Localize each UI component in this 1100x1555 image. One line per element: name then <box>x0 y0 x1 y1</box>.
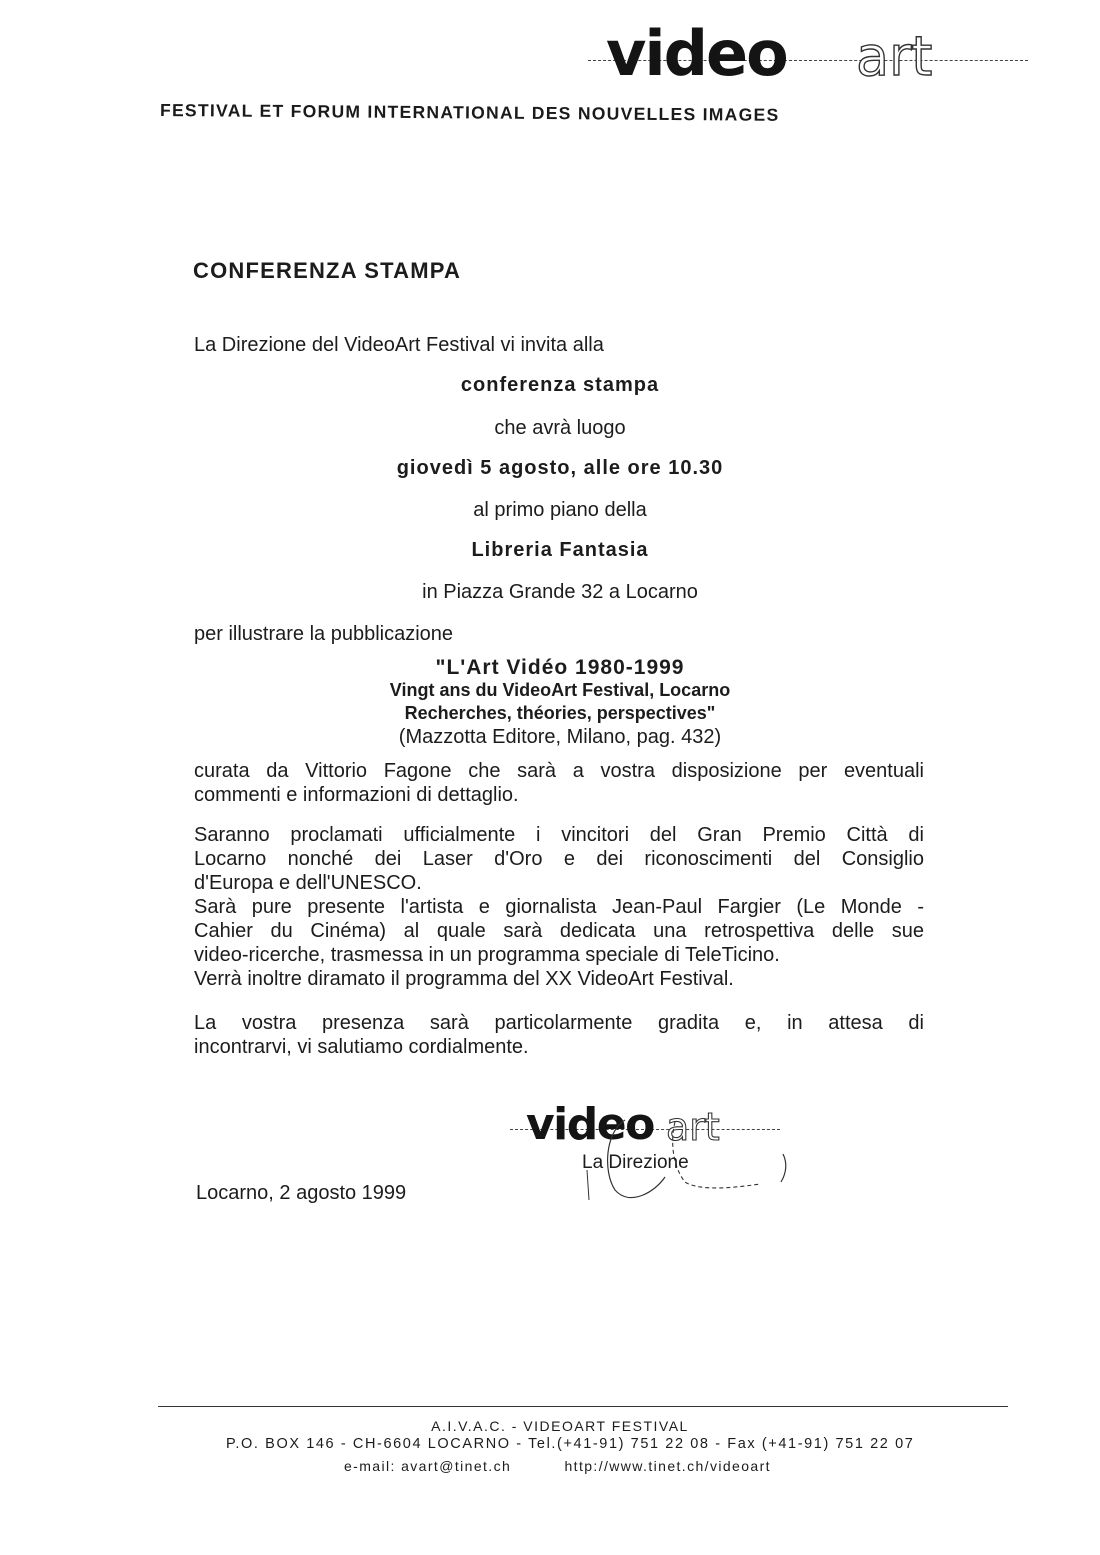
paragraph-line: Sarà pure presente l'artista e giornalista Jean-Paul Fargier (Le Monde - <box>194 896 924 918</box>
paragraph-line: d'Europa e dell'UNESCO. <box>194 872 422 894</box>
publication-publisher: (Mazzotta Editore, Milano, pag. 432) <box>398 726 722 748</box>
signatory-name: La Direzione <box>582 1152 689 1173</box>
paragraph-line: video-ricerche, trasmessa in un programma speciale di TeleTicino. <box>194 944 780 966</box>
event-name: conferenza stampa <box>460 374 660 396</box>
footer-contacts <box>344 1458 771 1474</box>
publication-title: "L'Art Vidéo 1980-1999 <box>435 656 685 679</box>
publication-subtitle-2: Recherches, théories, perspectives" <box>404 703 716 723</box>
intro-text: La Direzione del VideoArt Festival vi invita alla <box>194 334 604 356</box>
videoart-logo <box>588 18 1028 90</box>
logo-art-text: art <box>856 25 933 88</box>
logo-video-text: video <box>606 17 787 90</box>
footer-divider <box>158 1406 1008 1407</box>
paragraph-line: Saranno proclamati ufficialmente i vincitori del Gran Premio Città di <box>194 824 924 846</box>
event-floor: al primo piano della <box>473 499 647 521</box>
document-heading: CONFERENZA STAMPA <box>193 258 462 283</box>
curator-paragraph <box>194 759 924 807</box>
logo-art-text: art <box>666 1105 720 1149</box>
event-address: in Piazza Grande 32 a Locarno <box>422 581 698 603</box>
event-date-time: giovedì 5 agosto, alle ore 10.30 <box>396 457 724 479</box>
paragraph-line: Cahier du Cinéma) al quale sarà dedicata una retrospettiva delle sue <box>194 920 924 942</box>
footer-website[interactable]: http://www.tinet.ch/videoart <box>564 1458 771 1474</box>
paragraph-line: Locarno nonché dei Laser d'Oro e dei riconoscimenti del Consiglio <box>194 848 924 870</box>
logo-video-text: video <box>526 1099 654 1150</box>
paragraph-line: incontrarvi, vi salutiamo cordialmente. <box>194 1036 529 1058</box>
purpose-text: per illustrare la pubblicazione <box>194 623 454 645</box>
place-date: Locarno, 2 agosto 1999 <box>196 1182 407 1204</box>
closing-paragraph <box>194 1011 924 1059</box>
footer-organization: A.I.V.A.C. - VIDEOART FESTIVAL <box>431 1418 689 1434</box>
footer-email[interactable]: e-mail: avart@tinet.ch <box>344 1458 512 1474</box>
paragraph-line: curata da Vittorio Fagone che sarà a vostra disposizione per eventuali <box>194 760 924 782</box>
publication-subtitle: Vingt ans du VideoArt Festival, Locarno <box>389 680 731 700</box>
event-venue: Libreria Fantasia <box>471 539 649 561</box>
event-luogo: che avrà luogo <box>494 417 626 439</box>
paragraph-line: commenti e informazioni di dettaglio. <box>194 784 519 806</box>
festival-tagline: FESTIVAL ET FORUM INTERNATIONAL DES NOUVELLES IMAGES <box>159 100 780 125</box>
paragraph-line: Verrà inoltre diramato il programma del XX VideoArt Festival. <box>194 968 734 990</box>
paragraph-line: La vostra presenza sarà particolarmente gradita e, in attesa di <box>194 1012 924 1034</box>
awards-paragraph <box>194 823 924 991</box>
footer-address: P.O. BOX 146 - CH-6604 LOCARNO - Tel.(+41-91) 751 22 08 - Fax (+41-91) 751 22 07 <box>226 1436 915 1452</box>
